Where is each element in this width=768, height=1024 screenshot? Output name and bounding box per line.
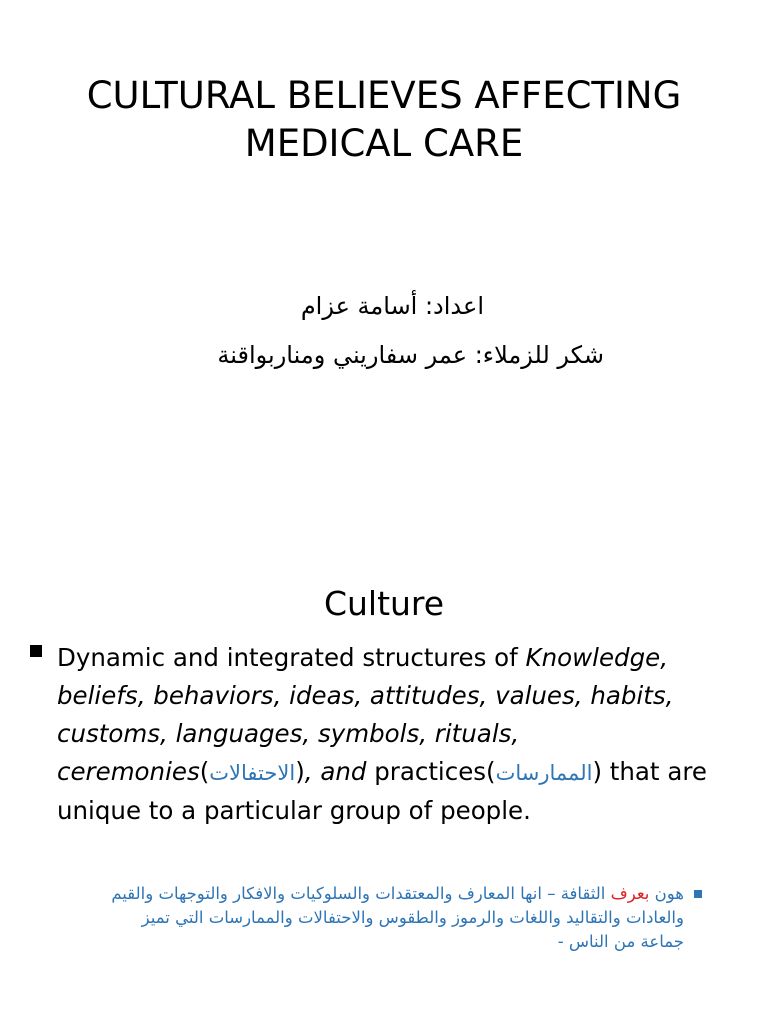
slide-2-title: Culture [323, 584, 445, 623]
thanks-credit: شكر للزملاء: عمر سفاريني ومناربواقنة [217, 341, 604, 369]
bullet-square-icon [30, 645, 42, 657]
definition-text: Dynamic and integrated structures of [57, 643, 526, 672]
arabic-practices: الممارسات [495, 761, 593, 785]
definition-and: , and [304, 757, 367, 786]
title-line-2: MEDICAL CARE [244, 122, 524, 165]
definition-ending: ) that are unique to a particular group of people. [57, 757, 707, 825]
paren-close: ) [295, 757, 305, 786]
culture-definition [57, 639, 717, 830]
arabic-ceremonies: الاحتفالات [209, 761, 296, 785]
paren-open: ( [199, 757, 210, 786]
sub-bullet-square-icon [694, 890, 702, 898]
explanation-rest: الثقافة – انها المعارف والمعتقدات والسلوكيات والافكار والتوجهات والقيم والعادات والتقاليد واللغات والرموز والطقوس والاحتفالات والممارسات التي تميز جماعة من الناس - [111, 884, 684, 951]
arabic-explanation [96, 882, 684, 954]
definition-practices: practices( [366, 757, 496, 786]
author-credit: اعداد: أسامة عزام [300, 292, 484, 320]
slide-1-title [20, 72, 748, 168]
title-line-1: CULTURAL BELIEVES AFFECTING [86, 74, 682, 117]
definition-italic-list: Knowledge, beliefs, behaviors, ideas, attitudes, values, habits, customs, languages, symbols, rituals, ceremonies [57, 643, 674, 786]
explanation-prefix: هون [649, 884, 684, 903]
explanation-red-word: بعرف [610, 884, 650, 903]
